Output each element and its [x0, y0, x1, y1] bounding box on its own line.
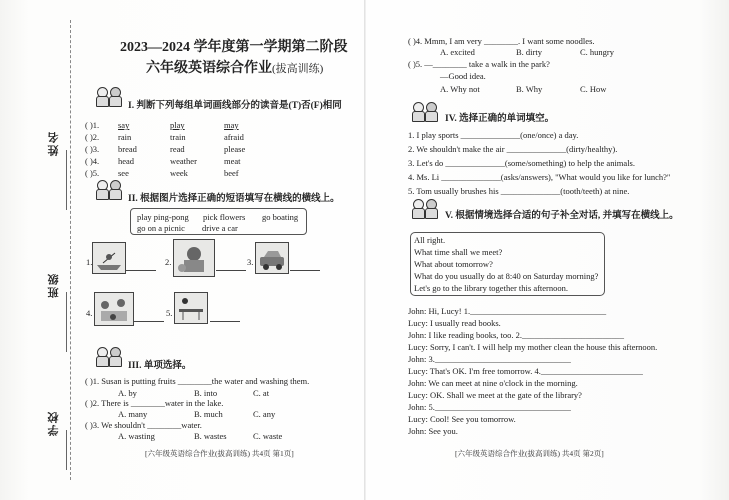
fill-item[interactable]: 1. I play sports ______________(one/once) a day.	[408, 130, 579, 140]
phrase: play ping-pong	[137, 212, 189, 222]
word: see	[118, 168, 129, 178]
word: rain	[118, 132, 132, 142]
footer-right: [六年级英语综合作业(拔高训练) 共4页 第2页]	[455, 449, 604, 458]
option[interactable]: A. Why not	[440, 84, 480, 94]
page-title-text: 六年级英语综合作业	[146, 61, 272, 76]
pic-number: 1.	[86, 257, 93, 267]
option[interactable]: C. at	[253, 388, 270, 398]
word: weather	[170, 156, 197, 166]
question-5[interactable]: ( )5. —________ take a walk in the park?	[408, 59, 550, 69]
q-number[interactable]: ( )2.	[85, 132, 100, 142]
word: train	[170, 132, 186, 142]
word: meat	[224, 156, 241, 166]
fill-item[interactable]: 4. Ms. Li ______________(asks/answers), "What would you like for lunch?"	[408, 172, 671, 182]
page-title-note: (拔高训练)	[272, 63, 324, 75]
kids-icon	[94, 178, 124, 200]
dialogue-line: Lucy: Sorry, I can't. I will help my mother clean the house this afternoon.	[408, 342, 658, 352]
kids-icon	[410, 197, 440, 219]
word: please	[224, 144, 246, 154]
kids-icon	[94, 85, 124, 107]
word: afraid	[224, 132, 244, 142]
page-title	[146, 57, 323, 77]
dialogue-line[interactable]: Lucy: That's OK. I'm free tomorrow. 4.________________________	[408, 366, 643, 376]
car-picture	[255, 242, 289, 274]
phrase: go boating	[262, 212, 299, 222]
class-label: 班级	[48, 272, 60, 298]
dialogue-line[interactable]: John: I like reading books, too. 2.________________________	[408, 330, 625, 340]
q-number[interactable]: ( )4.	[85, 156, 100, 166]
question-2[interactable]: ( )2. There is ________water in the lake.	[85, 398, 224, 408]
dialogue-line: John: We can meet at nine o'clock in the morning.	[408, 378, 578, 388]
phrase: drive a car	[202, 223, 238, 233]
option[interactable]: A. excited	[440, 47, 475, 57]
sentence-option: What do you usually do at 8:40 on Saturday morning?	[414, 271, 599, 281]
dialogue-line: John: See you.	[408, 426, 458, 436]
dialogue-line[interactable]: John: 5.________________________________	[408, 402, 571, 412]
question-4[interactable]: ( )4. Mmm, I am very ________. I want some noodles.	[408, 36, 595, 46]
question-1[interactable]: ( )1. Susan is putting fruits ________the water and washing them.	[85, 376, 310, 386]
answer-blank-2[interactable]	[216, 262, 246, 271]
word: bread	[118, 144, 137, 154]
option[interactable]: B. wastes	[194, 431, 227, 441]
answer-blank-3[interactable]	[290, 262, 320, 271]
question-3[interactable]: ( )3. We shouldn't ________water.	[85, 420, 202, 430]
option[interactable]: B. much	[194, 409, 223, 419]
word: play	[170, 120, 185, 130]
question-5-reply: —Good idea.	[440, 71, 486, 81]
answer-blank-1[interactable]	[126, 262, 156, 271]
phrase: pick flowers	[203, 212, 246, 222]
answer-blank-4[interactable]	[134, 313, 164, 322]
option[interactable]: C. any	[253, 409, 276, 419]
word: say	[118, 120, 130, 130]
word: read	[170, 144, 185, 154]
option[interactable]: A. wasting	[118, 431, 155, 441]
pic-number: 4.	[86, 308, 93, 318]
word: week	[170, 168, 188, 178]
dialogue-line[interactable]: John: Hi, Lucy! 1.________________________________	[408, 306, 607, 316]
school-label: 学校	[48, 410, 60, 436]
cut-line	[70, 20, 71, 480]
option[interactable]: C. waste	[253, 431, 283, 441]
boat-picture	[92, 242, 126, 274]
option[interactable]: C. hungry	[580, 47, 614, 57]
q-number[interactable]: ( )1.	[85, 120, 100, 130]
class-blank[interactable]	[66, 292, 67, 352]
pic-number: 2.	[165, 257, 172, 267]
name-label: 姓名	[48, 130, 60, 156]
fill-item[interactable]: 2. We shouldn't make the air ______________(dirty/healthy).	[408, 144, 618, 154]
word: may	[224, 120, 239, 130]
dialogue-line: Lucy: I usually read books.	[408, 318, 501, 328]
sentence-option: Let's go to the library together this afternoon.	[414, 283, 569, 293]
option[interactable]: B. into	[194, 388, 218, 398]
answer-blank-5[interactable]	[210, 313, 240, 322]
name-blank[interactable]	[66, 150, 67, 210]
ping-pong-picture	[174, 292, 208, 324]
section1-title: I. 判断下列每组单词画线部分的读音是(T)否(F)相同	[128, 101, 342, 111]
option[interactable]: B. Why	[516, 84, 543, 94]
sentence-option: All right.	[414, 235, 446, 245]
phrase: go on a picnic	[137, 223, 185, 233]
sentence-option: What about tomorrow?	[414, 259, 493, 269]
footer-left: [六年级英语综合作业(拔高训练) 共4页 第1页]	[145, 449, 294, 458]
dialogue-line[interactable]: John: 3.________________________________	[408, 354, 571, 364]
kids-icon	[410, 100, 440, 122]
dialogue-line: Lucy: OK. Shall we meet at the gate of the library?	[408, 390, 582, 400]
option[interactable]: A. many	[118, 409, 148, 419]
q-number[interactable]: ( )3.	[85, 144, 100, 154]
option[interactable]: A. by	[118, 388, 137, 398]
fill-item[interactable]: 3. Let's do ______________(some/something) to help the animals.	[408, 158, 635, 168]
option[interactable]: C. How	[580, 84, 607, 94]
binding-margin	[10, 0, 70, 500]
section4-title: IV. 选择正确的单词填空。	[445, 114, 555, 124]
flowers-picture	[94, 292, 134, 326]
page-fold	[364, 0, 366, 500]
dialogue-line: Lucy: Cool! See you tomorrow.	[408, 414, 516, 424]
section2-title: II. 根据图片选择正确的短语填写在横线的横线上。	[128, 194, 340, 204]
term-title: 2023—2024 学年度第一学期第二阶段	[120, 40, 348, 55]
section5-title: V. 根据情境选择合适的句子补全对话, 并填写在横线上。	[445, 211, 679, 221]
section3-title: III. 单项选择。	[128, 361, 192, 371]
sentence-option: What time shall we meet?	[414, 247, 503, 257]
fill-item[interactable]: 5. Tom usually brushes his ______________(tooth/teeth) at nine.	[408, 186, 630, 196]
school-blank[interactable]	[66, 430, 67, 470]
kids-icon	[94, 345, 124, 367]
word: head	[118, 156, 135, 166]
picnic-picture	[173, 239, 215, 277]
word: beef	[224, 168, 239, 178]
pic-number: 3.	[247, 257, 254, 267]
q-number[interactable]: ( )5.	[85, 168, 100, 178]
option[interactable]: B. dirty	[516, 47, 542, 57]
pic-number: 5.	[166, 308, 173, 318]
